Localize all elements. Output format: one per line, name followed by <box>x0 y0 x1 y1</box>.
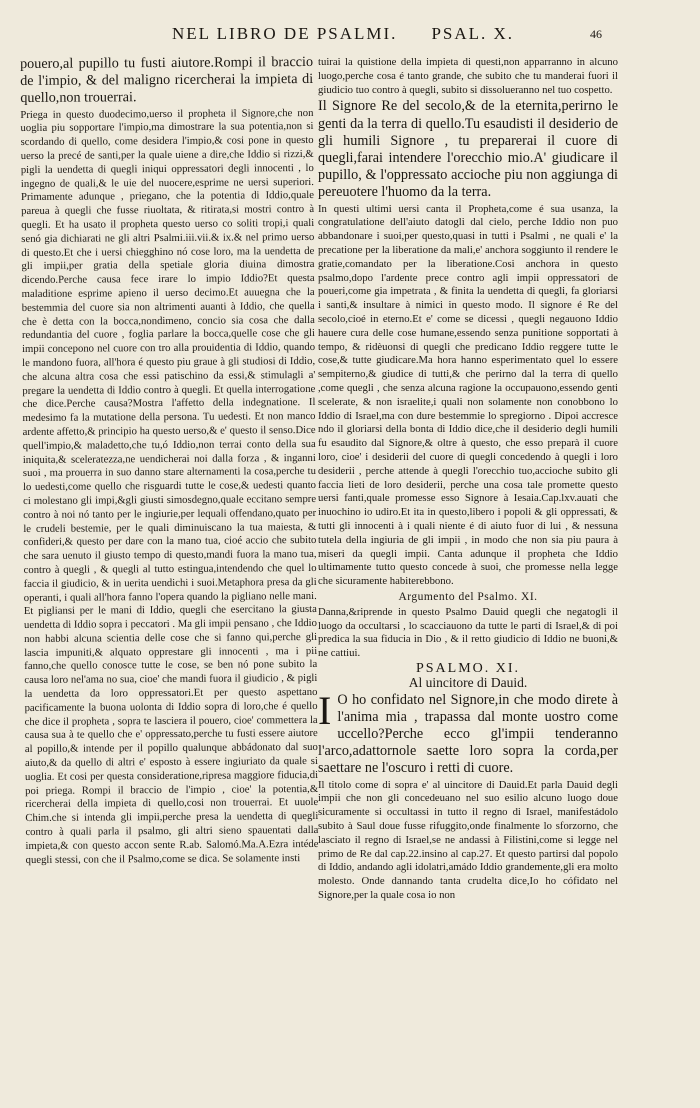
psalm-verse <box>318 687 618 778</box>
psalm-dedication: Al uincitore di Dauid. <box>408 674 528 690</box>
left-column <box>20 54 320 1092</box>
argument-text: Danna,&riprende in questo Psalmo Dauid quegli che negatogli il luogo da occultarsi , lo scacciauono da tutte le parti di Israel,& di poi predica la sua fiducia in Dio , & il retto giudicio di Iddio ne buoni,& ne cattiui. <box>318 605 618 660</box>
psalm-title: PSALMO. XI. <box>415 660 521 676</box>
verse-text: Il Signore Re del secolo,& de la eternita,perirno le genti da la terra di quello.Tu esaudisti il desiderio de gli humili Signore , tu preparerai il cuore di quegli,farai intendere l'orecchio mio.A' giudicare il pupillo, & l'oppressato accioche piu non aggiunga di pereuotere l'huomo da la terra. <box>318 98 618 201</box>
commentary-continued: tuirai la quistione della impieta di questi,non apparranno in alcuno luogo,perche cosa é tanto grande, che subito che tu manderai fuori il giudicio tuo contro à quegli, subito si dissolueranno nel tuo cospetto. <box>318 56 618 96</box>
argument-title: Argumento del Psalmo. XI. <box>398 590 538 603</box>
commentary-left: Priega in questo duodecimo,uerso il propheta il Signore,che non uoglia piu sopportare l'impio,ma dimostrare la sua potentia,non si scordando di quello, come desidera l'impio,& cosi pone in questo uerso la precé de santi,per la quale uiene a dire,che Iddio si rizzi,& pigli la uendetta di quegli iniqui oppressatori degli innocenti , lo ingegno de quali,& le uie del nuocere,esprime ne uersi superiori. Primamente adunque , priegano, che la potentia di Iddio,quale pareua à quegli che fusse riuoltata, & ritirata,si mostri contro à quegli. Et ha usato il propheta questo uerso co soliti tropi,i quali senó gia dichiarati ne gli altri Psalmi.iii.vii.& ix.& nel primo uerso di questo.Et che i uersi chiegghino nó cose loro, ma la uendetta de gli impii,per gratia della spetiale gloria diuina dimostra dicendo.Perche causa fece irare lo impio Iddio?Et questa maladitione esprime apieno il uerso decimo.Et auuegna che la bestemmia del cuore sia non altrimenti auanti à Iddio, che quella che è detta con la bocca,nondimeno, concio sia cosa che dalla redundantia del cuore , foglia parlare la bocca,quelle cose che gli impii concepono nel cuore con tro alla prouidentia di Iddio, quando le mandono fuora, all'hora é questo piu graue à gli studiosi di Iddio, che alcuna altra cosa che essi patischino da essi,& stimulagli a' pregare la uendetta di Iddio contro à quegli. Et quella interrogatione che dice.Perche causa?Mostra l'affetto della indegnatione. Il medesimo fa la mutatione della persona. Tu uedesti. Et non manco ardente affetto,& principio ha questo uerso,& e' questo il senso.Dice quell'impio,& maladetto,che tu,ó Iddio,non terrai conto della sua iniquita,& sceleratezza,ne uendicherai noi dalla forza , & inganni suoi , ma prouerra in suo danno stare alternamenti la cosa,perche tu lo uedesti,come quello che risguardi tutte le cose,& uedesti quanto ci molestano gli impi,&gli giusti simosdegno,quale eccitano sempre contro à noi nó tanto per le ingiurie,per lequali offendano,quato per le crudeli bestemie, per le quali diminuiscano la tua maiesta, & confideri,& questo per dare con la mano tua, cioé accio che subito che sara uenuto il giusto tempo di questo,mandi fuora la mano tua, contro à quegli , & quegli al tutto estingua,intendendo che quel lo faccia il giudicio, & in uerita uendichi i suoi.Metaphora presa da gli operanti, i quali all'hora fanno l'opera quando la pigliano nelle mani. Et pigliansi per le mani di Iddio, quegli che esercitano la giusta uendetta di Iddio sopra i peccatori . Ma gli impii pensano , che Iddio non habbi alcuna scientia delle cose che si fanno qui,perche gli lascia impuniti,& alquato opprestare gli innocenti , ma i pii fanno,che quello conosce tutte le cose, se ben nó pone subito la causa loro nel'ama no sua, cioe' che mandi fuora il giudicio , & pigli la uendetta da loro oppressatori.Et per questo aspettano pacificamente la buona uolonta di Iddio sopra di loro,che é quello che dice il propheta , sopra te lasciera il pouero, cioe' commettera la causa sua à te quello che e' oppressato,perche tu fusti essere aiutore al popillo,& intende per il popillo qualunque abbádonato dal suo aiuto,& da quello di altri e' esposto à essere ingiuriato da quale si uoglia. Et cosi per questa consideratione,ripresa maggiore fiducia,di poi priega. Rompi il braccio de l'impio , cioe' la potentia,& ricercherai della impieta di quello,cosi non trouerrai. Et uuole Chim.che si intenda gli impii,perche presa la uendetta di quegli contro à quali parla il psalmo, gli altri sieno spauentati dalla impieta,& con questo accon sente R.ab. Salomó.Ma.A.Ezra intéde quegli stessi, con che il Psalmo,come se dica. Se solamente insti <box>20 106 319 866</box>
drop-cap: I <box>318 687 332 733</box>
verse-intro: pouero,al pupillo tu fusti aiutore.Rompi il braccio de l'impio, & del maligno ricercherai la impieta di quello,non trouerrai. <box>20 53 314 107</box>
running-head-left: NEL LIBRO DE PSALMI. <box>172 24 398 43</box>
commentary-right: In questi ultimi uersi canta il Propheta,come é sua usanza, la congratulatione dell'aiuto datogli dal cielo, perche Iddio non puo abbandonare i suoi,per questo,quasi in tutti i Psalmi , ne quali e' la precatione per la liberatione da mali,e' anchora soggiunto il rendere le gratie,comandato per la liberatione.Cosi anchora in questo psalmo,dopo l'ardente prece contro agli impii oppressatori de poueri,come gia impetrata , & finita la uendetta di quegli, fa gloriarsi i santi,& insultare à nimici in questo modo. Il signore é Re del secolo,cioé in eterno.Et e' come se dicessi , quegli negauono Iddio hauere cura delle cose humane,essendo senza punitione sopportati à tempo, & ridèuonsi di quegli che predicano Iddio reggere tutte le cose,& tutte giudicare.Ma hora hanno esperimentato quel lo essere sempiterno,& giudice di tutti,& che perirno dal la terra di quello ,come quegli , che senza alcuna ragione la occupauono,essendo genti scelerate, & non israelite,i quali non solamente non conobbono lo Iddio di Israel,ma con dure bestemmie lo spregiorno . Dipoi accresce ndo il gloriarsi della bonta di Iddio dice,che il desiderio degli humili fu esaudito dal Signore,& oltre à questo, che esso preparà il cuore loro, cioe' i desiderii del cuore di quegli concedendo à quegli i loro desiderii , perche attende à quegli l'orecchio tuo,accioche subito gli faccia lieti de loro desiderii, perche una cosa tale promette questo uersi fanti,quale promesse esso Signore à Iesaia.Cap.lxv.auati che inuochino io udiro.Et ita in questo,libero i popoli & gli oppressati, & tutti gli innocenti à i quali niente é di aiuto fuor di lui , & nessuna tutela della ingiuria de gli impii , in modo che non sia piu paura à miseri da quegli impii. Canta adunque il propheta che Iddio ultimamente tutto questo concede à suoi, che promesse nella legge che sicuramente habiterebbono. <box>318 202 618 588</box>
right-column <box>318 56 618 1096</box>
running-head <box>0 24 700 44</box>
running-head-right: PSAL. X. <box>431 24 515 43</box>
folio-number: 46 <box>590 27 602 41</box>
psalm-verse-text: O ho confidato nel Signore,in che modo direte à l'anima mia , trapassa dal monte uostro come uccello?Perche ecco gl'impii tenderanno l'arco,adattornole saette loro sopra la corda,per saettare ne l'oscuro i retti di cuore. <box>318 691 618 777</box>
running-head-title <box>172 24 514 44</box>
psalm-commentary: Il titolo come di sopra e' al uincitore di Dauid.Et parla Dauid degli impii che non gli concedeuano nel suo esilio alcuno luogo doue sicuramente si occultassi in tutto il regno di Israel, manifestádolo subito à Saul doue fusse rifuggito,onde finalmente lo sforzorno, che lasciato il regno di Israel,se ne andassi à Filistini,come si legge nel primo de Re dal cap.22.insino al cap.27. Et questo partirsi dal popolo di Iddio, andando agli idolatri,amádo Iddio grandemente,gli era molto molesto. Onde dannando tanta crudelta dice,Io ho cófidato nel Signore,per la quale cosa io non <box>318 778 618 901</box>
